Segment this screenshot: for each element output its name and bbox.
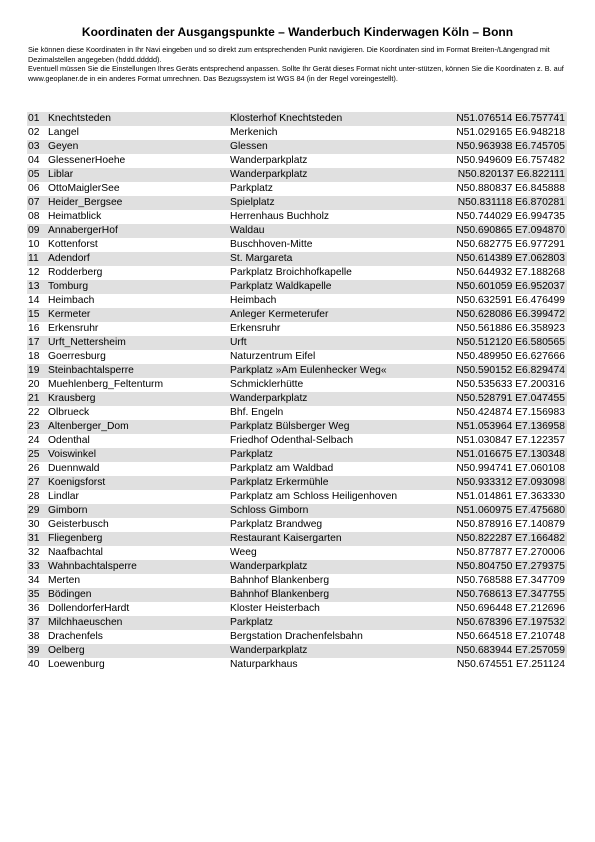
- coordinates: N51.014861 E7.363330: [456, 491, 565, 502]
- start-point: Wanderparkplatz: [230, 645, 308, 656]
- intro-paragraph: Sie können diese Koordinaten in Ihr Navi eingeben und so direkt zum entsprechenden Punkt navigieren. Die Koordinaten sind im Format Breiten-/Längengrad mit Dezimalstellen angegeben (hddd.ddddd).: [28, 45, 550, 64]
- location-name: Rodderberg: [48, 267, 103, 278]
- coordinates: N50.683944 E7.257059: [456, 645, 565, 656]
- coordinates: N50.512120 E6.580565: [456, 337, 565, 348]
- table-row: [27, 336, 567, 350]
- row-number: 14: [28, 295, 40, 306]
- row-number: 35: [28, 589, 40, 600]
- row-number: 30: [28, 519, 40, 530]
- start-point: Bhf. Engeln: [230, 407, 284, 418]
- row-number: 38: [28, 631, 40, 642]
- table-row: [27, 140, 567, 154]
- row-number: 37: [28, 617, 40, 628]
- table-row: [27, 308, 567, 322]
- location-name: Urft_Nettersheim: [48, 337, 126, 348]
- page-title: Koordinaten der Ausgangspunkte – Wanderbuch Kinderwagen Köln – Bonn: [81, 25, 514, 39]
- start-point: Parkplatz Broichhofkapelle: [230, 267, 352, 278]
- coordinates: N50.632591 E6.476499: [456, 295, 565, 306]
- row-number: 31: [28, 533, 40, 544]
- row-number: 22: [28, 407, 40, 418]
- location-name: Heimatblick: [48, 211, 102, 222]
- row-number: 39: [28, 645, 40, 656]
- coordinates: N50.822287 E7.166482: [456, 533, 565, 544]
- location-name: Kottenforst: [48, 239, 98, 250]
- location-name: Adendorf: [48, 253, 90, 264]
- location-name: Loewenburg: [48, 659, 105, 670]
- coordinates: N50.804750 E7.279375: [456, 561, 565, 572]
- start-point: Naturzentrum Eifel: [230, 351, 316, 362]
- coordinates: N50.744029 E6.994735: [456, 211, 565, 222]
- table-row: [27, 658, 567, 672]
- row-number: 15: [28, 309, 40, 320]
- row-number: 09: [28, 225, 40, 236]
- location-name: Olbrueck: [48, 407, 90, 418]
- coordinates: N50.678396 E7.197532: [456, 617, 565, 628]
- location-name: Erkensruhr: [48, 323, 99, 334]
- table-row: [27, 392, 567, 406]
- row-number: 01: [28, 113, 40, 124]
- location-name: DollendorferHardt: [48, 603, 130, 614]
- start-point: Parkplatz Waldkapelle: [230, 281, 332, 292]
- table-row: [27, 266, 567, 280]
- start-point: Erkensruhr: [230, 323, 281, 334]
- location-name: Koenigsforst: [48, 477, 106, 488]
- start-point: Wanderparkplatz: [230, 169, 308, 180]
- coordinates: N51.053964 E7.136958: [456, 421, 565, 432]
- row-number: 05: [28, 169, 40, 180]
- location-name: Altenberger_Dom: [48, 421, 129, 432]
- coordinates: N50.690865 E7.094870: [456, 225, 565, 236]
- location-name: Tomburg: [48, 281, 89, 292]
- start-point: Parkplatz Brandweg: [230, 519, 323, 530]
- location-name: AnnabergerHof: [48, 225, 118, 236]
- table-row: [27, 490, 567, 504]
- row-number: 40: [28, 659, 40, 670]
- location-name: Geyen: [48, 141, 79, 152]
- start-point: Bergstation Drachenfelsbahn: [230, 631, 363, 642]
- row-number: 17: [28, 337, 40, 348]
- location-name: Krausberg: [48, 393, 96, 404]
- row-number: 24: [28, 435, 40, 446]
- row-number: 10: [28, 239, 40, 250]
- location-name: Voiswinkel: [48, 449, 97, 460]
- location-name: Fliegenberg: [48, 533, 103, 544]
- row-number: 21: [28, 393, 40, 404]
- start-point: Parkplatz »Am Eulenhecker Weg«: [230, 365, 387, 376]
- start-point: Weeg: [230, 547, 257, 558]
- location-name: GlessenerHoehe: [48, 155, 126, 166]
- intro-paragraph: Eventuell müssen Sie die Einstellungen Ihres Geräts entsprechend anpassen. Sollte Ihr Gerät dieses Format nicht unter-stützen, können Sie die Koordinaten z. B. auf www.geoplaner.de in ein anderes Format umrechnen. Das Bezugssystem ist WGS 84 (in der Regel voreingestellt).: [28, 64, 564, 83]
- row-number: 23: [28, 421, 40, 432]
- location-name: Odenthal: [48, 435, 90, 446]
- start-point: Spielplatz: [230, 197, 275, 208]
- row-number: 04: [28, 155, 40, 166]
- coordinates: N51.076514 E6.757741: [456, 113, 565, 124]
- coordinates: N50.614389 E7.062803: [456, 253, 565, 264]
- table-row: [27, 462, 567, 476]
- location-name: Lindlar: [48, 491, 79, 502]
- coordinates: N50.644932 E7.188268: [456, 267, 565, 278]
- location-name: Merten: [48, 575, 81, 586]
- start-point: Parkplatz Erkermühle: [230, 477, 329, 488]
- coordinates: N50.682775 E6.977291: [456, 239, 565, 250]
- coordinates: N50.528791 E7.047455: [456, 393, 565, 404]
- location-name: Langel: [48, 127, 79, 138]
- row-number: 20: [28, 379, 40, 390]
- location-name: Steinbachtalsperre: [48, 365, 134, 376]
- row-number: 08: [28, 211, 40, 222]
- table-row: [27, 448, 567, 462]
- row-number: 02: [28, 127, 40, 138]
- start-point: Parkplatz: [230, 617, 273, 628]
- row-number: 28: [28, 491, 40, 502]
- start-point: Parkplatz: [230, 449, 273, 460]
- table-row: [27, 168, 567, 182]
- row-number: 03: [28, 141, 40, 152]
- table-row: [27, 210, 567, 224]
- start-point: Bahnhof Blankenberg: [230, 575, 330, 586]
- start-point: Urft: [230, 337, 247, 348]
- location-name: Milchhaeuschen: [48, 617, 123, 628]
- start-point: Parkplatz am Waldbad: [230, 463, 334, 474]
- location-name: Kermeter: [48, 309, 91, 320]
- start-point: St. Margareta: [230, 253, 293, 264]
- location-name: Drachenfels: [48, 631, 103, 642]
- coordinates: N50.535633 E7.200316: [456, 379, 565, 390]
- coordinates: N51.029165 E6.948218: [456, 127, 565, 138]
- coordinates: N50.696448 E7.212696: [456, 603, 565, 614]
- start-point: Friedhof Odenthal-Selbach: [230, 435, 354, 446]
- table-row: [27, 518, 567, 532]
- table-row: [27, 588, 567, 602]
- row-number: 13: [28, 281, 40, 292]
- location-name: Duennwald: [48, 463, 100, 474]
- table-row: [27, 182, 567, 196]
- row-number: 27: [28, 477, 40, 488]
- table-row: [27, 196, 567, 210]
- start-point: Kloster Heisterbach: [230, 603, 320, 614]
- table-row: [27, 406, 567, 420]
- coordinates: N50.628086 E6.399472: [456, 309, 565, 320]
- table-row: [27, 504, 567, 518]
- coordinates-table: [27, 112, 567, 672]
- coordinates: N50.878916 E7.140879: [456, 519, 565, 530]
- start-point: Wanderparkplatz: [230, 561, 308, 572]
- row-number: 11: [28, 253, 39, 264]
- coordinates: N50.664518 E7.210748: [456, 631, 565, 642]
- table-row: [27, 280, 567, 294]
- location-name: Geisterbusch: [48, 519, 109, 530]
- start-point: Klosterhof Knechtsteden: [230, 113, 343, 124]
- location-name: Naafbachtal: [48, 547, 103, 558]
- coordinates: N50.933312 E7.093098: [456, 477, 565, 488]
- start-point: Naturparkhaus: [230, 659, 298, 670]
- location-name: Liblar: [48, 169, 74, 180]
- table-row: [27, 546, 567, 560]
- table-row: [27, 574, 567, 588]
- start-point: Herrenhaus Buchholz: [230, 211, 330, 222]
- table-row: [27, 322, 567, 336]
- start-point: Wanderparkplatz: [230, 155, 308, 166]
- table-row: [27, 238, 567, 252]
- table-row: [27, 434, 567, 448]
- location-name: Wahnbachtalsperre: [48, 561, 137, 572]
- coordinates: N50.489950 E6.627666: [456, 351, 565, 362]
- table-row: [27, 378, 567, 392]
- start-point: Wanderparkplatz: [230, 393, 308, 404]
- row-number: 34: [28, 575, 40, 586]
- row-number: 26: [28, 463, 40, 474]
- coordinates: N50.880837 E6.845888: [456, 183, 565, 194]
- coordinates: N50.768613 E7.347755: [456, 589, 565, 600]
- table-row: [27, 644, 567, 658]
- location-name: OttoMaiglerSee: [48, 183, 120, 194]
- location-name: Bödingen: [48, 589, 92, 600]
- start-point: Parkplatz Bülsberger Weg: [230, 421, 350, 432]
- start-point: Bahnhof Blankenberg: [230, 589, 330, 600]
- coordinates: N51.016675 E7.130348: [456, 449, 565, 460]
- coordinates: N50.674551 E7.251124: [456, 659, 565, 670]
- row-number: 16: [28, 323, 40, 334]
- table-row: [27, 560, 567, 574]
- coordinates: N50.820137 E6.822111: [457, 169, 565, 180]
- table-row: [27, 154, 567, 168]
- start-point: Schloss Gimborn: [230, 505, 309, 516]
- location-name: Oelberg: [48, 645, 85, 656]
- table-row: [27, 630, 567, 644]
- table-row: [27, 420, 567, 434]
- row-number: 18: [28, 351, 40, 362]
- start-point: Merkenich: [230, 127, 278, 138]
- coordinates: N50.424874 E7.156983: [456, 407, 565, 418]
- location-name: Heider_Bergsee: [48, 197, 123, 208]
- table-row: [27, 112, 567, 126]
- location-name: Goerresburg: [48, 351, 106, 362]
- coordinates: N50.590152 E6.829474: [456, 365, 565, 376]
- table-row: [27, 476, 567, 490]
- table-row: [27, 350, 567, 364]
- table-row: [27, 224, 567, 238]
- row-number: 07: [28, 197, 40, 208]
- start-point: Waldau: [230, 225, 265, 236]
- location-name: Muehlenberg_Feltenturm: [48, 379, 164, 390]
- start-point: Glessen: [230, 141, 268, 152]
- coordinates: N51.060975 E7.475680: [456, 505, 565, 516]
- start-point: Buschhoven-Mitte: [230, 239, 313, 250]
- intro-text: [28, 45, 568, 83]
- row-number: 29: [28, 505, 40, 516]
- table-row: [27, 532, 567, 546]
- start-point: Heimbach: [230, 295, 277, 306]
- start-point: Anleger Kermeterufer: [230, 309, 329, 320]
- row-number: 19: [28, 365, 40, 376]
- start-point: Parkplatz am Schloss Heiligenhoven: [230, 491, 398, 502]
- coordinates: N50.561886 E6.358923: [456, 323, 565, 334]
- location-name: Knechtsteden: [48, 113, 111, 124]
- row-number: 25: [28, 449, 40, 460]
- row-number: 12: [28, 267, 40, 278]
- row-number: 06: [28, 183, 40, 194]
- row-number: 32: [28, 547, 40, 558]
- table-row: [27, 364, 567, 378]
- row-number: 36: [28, 603, 40, 614]
- table-row: [27, 126, 567, 140]
- start-point: Restaurant Kaisergarten: [230, 533, 342, 544]
- coordinates: N50.963938 E6.745705: [456, 141, 565, 152]
- coordinates: N51.030847 E7.122357: [456, 435, 565, 446]
- table-row: [27, 616, 567, 630]
- row-number: 33: [28, 561, 40, 572]
- coordinates: N50.994741 E7.060108: [456, 463, 565, 474]
- coordinates: N50.768588 E7.347709: [456, 575, 565, 586]
- coordinates: N50.831118 E6.870281: [457, 197, 565, 208]
- start-point: Parkplatz: [230, 183, 273, 194]
- table-row: [27, 602, 567, 616]
- table-row: [27, 294, 567, 308]
- location-name: Heimbach: [48, 295, 95, 306]
- location-name: Gimborn: [48, 505, 88, 516]
- coordinates: N50.877877 E7.270006: [456, 547, 565, 558]
- start-point: Schmicklerhütte: [230, 379, 304, 390]
- coordinates: N50.949609 E6.757482: [456, 155, 565, 166]
- table-row: [27, 252, 567, 266]
- coordinates: N50.601059 E6.952037: [456, 281, 565, 292]
